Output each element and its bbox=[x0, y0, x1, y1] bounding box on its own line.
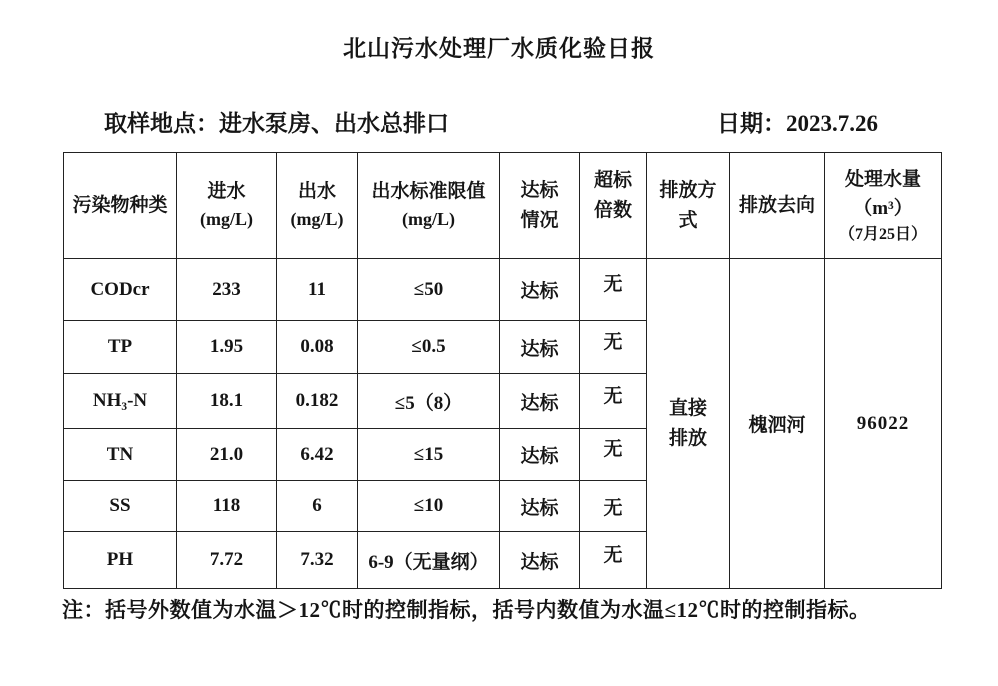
header-treated-volume-unit: （m³） bbox=[853, 198, 913, 220]
header-discharge-method bbox=[647, 153, 730, 259]
header-effluent bbox=[277, 153, 358, 259]
header-status bbox=[500, 153, 580, 259]
water-quality-table bbox=[63, 152, 942, 589]
header-limit bbox=[358, 153, 500, 259]
header-effluent-label: 出水 bbox=[297, 180, 336, 202]
header-exceed-line2: 倍数 bbox=[593, 199, 632, 221]
header-influent-unit: (mg/L) bbox=[200, 209, 253, 230]
cell-limit: ≤0.5 bbox=[358, 321, 500, 374]
cell-status: 达标 bbox=[500, 481, 580, 532]
cell-pollutant: NH₃-N bbox=[64, 374, 177, 429]
report-date: 日期：2023.7.26 bbox=[717, 111, 878, 136]
cell-influent: 118 bbox=[177, 481, 277, 532]
cell-status: 达标 bbox=[500, 321, 580, 374]
cell-effluent: 6.42 bbox=[277, 429, 358, 481]
cell-effluent: 11 bbox=[277, 259, 358, 321]
header-treated-volume-label: 处理水量 bbox=[844, 168, 921, 190]
footnote: 注：括号外数值为水温＞12℃时的控制指标，括号内数值为水温≤12℃时的控制指标。 bbox=[62, 598, 871, 622]
page-title: 北山污水处理厂水质化验日报 bbox=[343, 36, 655, 61]
cell-limit: ≤10 bbox=[358, 481, 500, 532]
cell-influent: 21.0 bbox=[177, 429, 277, 481]
cell-exceed bbox=[580, 374, 647, 429]
header-exceed-line1: 超标 bbox=[593, 170, 632, 192]
cell-exceed bbox=[580, 481, 647, 532]
header-limit-label: 出水标准限值 bbox=[371, 180, 486, 202]
cell-limit: 6-9（无量纲） bbox=[358, 532, 500, 589]
cell-exceed bbox=[580, 321, 647, 374]
cell-status: 达标 bbox=[500, 532, 580, 589]
cell-pollutant: SS bbox=[64, 481, 177, 532]
cell-exceed bbox=[580, 259, 647, 321]
cell-limit: ≤5（8） bbox=[358, 374, 500, 429]
cell-exceed-value: 无 bbox=[603, 544, 623, 566]
header-exceed-lines bbox=[580, 166, 646, 225]
cell-influent: 233 bbox=[177, 259, 277, 321]
discharge-method-line1: 直接 bbox=[668, 398, 707, 419]
cell-pollutant: PH bbox=[64, 532, 177, 589]
header-exceed bbox=[580, 153, 647, 259]
header-influent-label: 进水 bbox=[207, 180, 246, 202]
cell-influent: 1.95 bbox=[177, 321, 277, 374]
cell-limit: ≤15 bbox=[358, 429, 500, 481]
sampling-location: 取样地点：进水泵房、出水总排口 bbox=[104, 111, 449, 136]
cell-status: 达标 bbox=[500, 429, 580, 481]
cell-effluent: 0.08 bbox=[277, 321, 358, 374]
header-status-line2: 情况 bbox=[520, 209, 559, 231]
table-header-row bbox=[64, 153, 942, 259]
cell-pollutant: TN bbox=[64, 429, 177, 481]
header-status-line1: 达标 bbox=[520, 180, 559, 202]
cell-exceed-value: 无 bbox=[603, 331, 623, 353]
header-treated-volume-date: （7月25日） bbox=[838, 225, 927, 243]
header-treated-volume bbox=[825, 153, 942, 259]
header-discharge-method-line1: 排放方 bbox=[659, 180, 717, 202]
cell-influent: 7.72 bbox=[177, 532, 277, 589]
cell-exceed bbox=[580, 429, 647, 481]
header-effluent-unit: (mg/L) bbox=[290, 209, 344, 230]
cell-status: 达标 bbox=[500, 374, 580, 429]
cell-exceed-value: 无 bbox=[603, 439, 623, 460]
cell-effluent: 7.32 bbox=[277, 532, 358, 589]
cell-influent: 18.1 bbox=[177, 374, 277, 429]
cell-exceed-value: 无 bbox=[603, 497, 623, 519]
cell-limit: ≤50 bbox=[358, 259, 500, 321]
cell-treated-volume: 96022 bbox=[825, 259, 942, 589]
header-influent bbox=[177, 153, 277, 259]
header-discharge-method-line2: 式 bbox=[678, 209, 698, 231]
cell-exceed-value: 无 bbox=[603, 274, 623, 295]
cell-exceed-value: 无 bbox=[603, 385, 623, 407]
cell-pollutant: TP bbox=[64, 321, 177, 374]
header-pollutant: 污染物种类 bbox=[64, 153, 177, 259]
cell-discharge-destination: 槐泗河 bbox=[730, 259, 825, 589]
cell-pollutant: CODcr bbox=[64, 259, 177, 321]
header-discharge-destination: 排放去向 bbox=[730, 153, 825, 259]
cell-status: 达标 bbox=[500, 259, 580, 321]
cell-exceed bbox=[580, 532, 647, 589]
discharge-method-line2: 排放 bbox=[668, 428, 707, 449]
table-row bbox=[64, 259, 942, 321]
cell-effluent: 6 bbox=[277, 481, 358, 532]
cell-effluent: 0.182 bbox=[277, 374, 358, 429]
header-limit-unit: (mg/L) bbox=[402, 209, 455, 230]
cell-discharge-method bbox=[647, 259, 730, 589]
